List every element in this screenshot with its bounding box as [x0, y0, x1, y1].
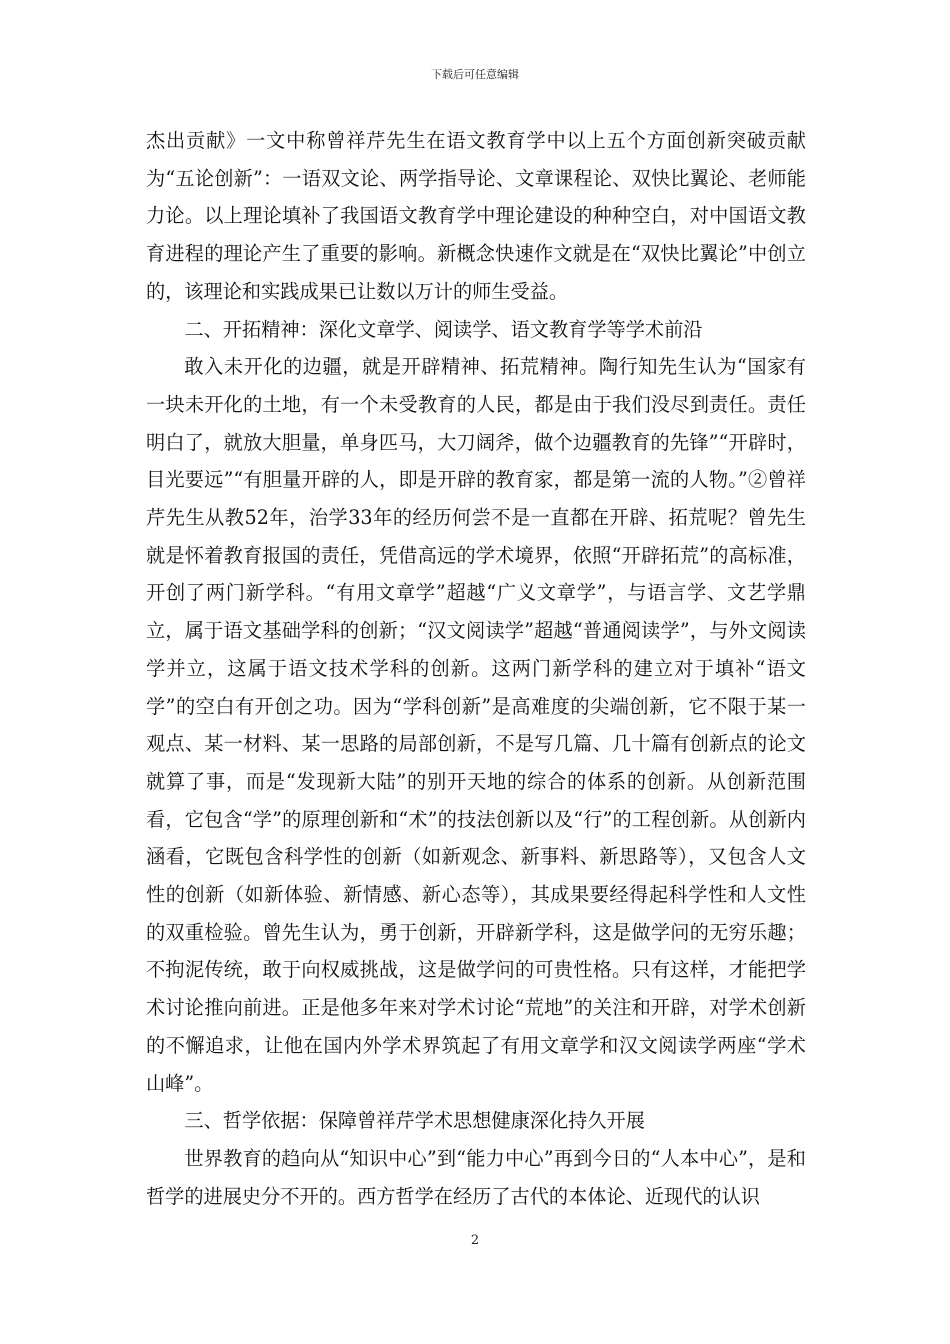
page-header-note: 下载后可任意编辑	[431, 68, 519, 81]
paragraph-continuation: 杰出贡献》一文中称曾祥芹先生在语文教育学中以上五个方面创新突破贡献为“五论创新”：一语双文论、两学指导论、文章课程论、双快比翼论、老师能力论。以上理论填补了我国语文教育学中理论建设的种种空白，对中国语文教育进程的理论产生了重要的影响。新概念快速作文就是在“双快比翼论”中创立的，该理论和实践成果已让数以万计的师生受益。	[146, 129, 806, 303]
section-heading-3: 三、哲学依据：保障曾祥芹学术思想健康深化持久开展	[184, 1109, 645, 1133]
page-number: 2	[470, 1233, 480, 1248]
section-heading-2: 二、开拓精神：深化文章学、阅读学、语文教育学等学术前沿	[184, 317, 703, 341]
document-body	[146, 122, 806, 1215]
paragraph-pioneering-spirit: 敢入未开化的边疆，就是开辟精神、拓荒精神。陶行知先生认为“国家有一块未开化的土地，有一个未受教育的人民，都是由于我们没尽到责任。责任明白了，就放大胆量，单身匹马，大刀阔斧，做个边疆教育的先锋”“开辟时，目光要远”“有胆量开辟的人，即是开辟的教育家，都是第一流的人物。”②曾祥芹先生从教52年，治学33年的经历何尝不是一直都在开辟、拓荒呢？曾先生就是怀着教育报国的责任，凭借高远的学术境界，依照“开辟拓荒”的高标准，开创了两门新学科。“有用文章学”超越“广义文章学”，与语言学、文艺学鼎立，属于语文基础学科的创新；“汉文阅读学”超越“普通阅读学”，与外文阅读学并立，这属于语文技术学科的创新。这两门新学科的建立对于填补“语文学”的空白有开创之功。因为“学科创新”是高难度的尖端创新，它不限于某一观点、某一材料、某一思路的局部创新，不是写几篇、几十篇有创新点的论文就算了事，而是“发现新大陆”的别开天地的综合的体系的创新。从创新范围看，它包含“学”的原理创新和“术”的技法创新以及“行”的工程创新。从创新内涵看，它既包含科学性的创新（如新观念、新事料、新思路等），又包含人文性的创新（如新体验、新情感、新心态等），其成果要经得起科学性和人文性的双重检验。曾先生认为，勇于创新，开辟新学科，这是做学问的无穷乐趣；不拘泥传统，敢于向权威挑战，这是做学问的可贵性格。只有这样，才能把学术讨论推向前进。正是他多年来对学术讨论“荒地”的关注和开辟，对学术创新的不懈追求，让他在国内外学术界筑起了有用文章学和汉文阅读学两座“学术山峰”。	[146, 355, 806, 1095]
paragraph-philosophy: 世界教育的趋向从“知识中心”到“能力中心”再到今日的“人本中心”，是和哲学的进展史分不开的。西方哲学在经历了古代的本体论、近现代的认识	[146, 1146, 806, 1208]
